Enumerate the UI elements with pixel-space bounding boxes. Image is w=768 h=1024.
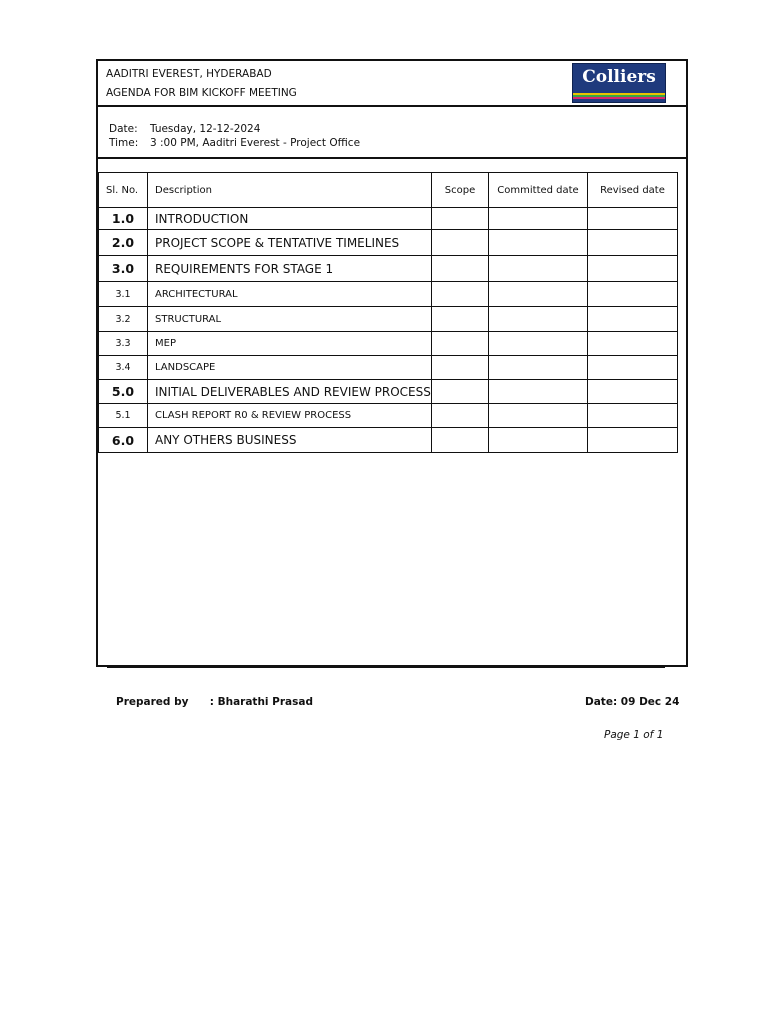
page-number: Page 1 of 1 <box>604 729 664 741</box>
committed-date-cell <box>489 230 588 256</box>
scope-cell <box>432 230 489 256</box>
agenda-row <box>99 256 678 282</box>
agenda-table <box>98 172 678 453</box>
bottom-rule <box>107 667 665 668</box>
revised-date-cell <box>588 332 678 356</box>
item-number: 1.0 <box>99 208 148 230</box>
agenda-row <box>99 404 678 428</box>
committed-date-cell <box>489 428 588 453</box>
logo-stripes <box>573 93 665 99</box>
scope-cell <box>432 208 489 230</box>
agenda-row <box>99 230 678 256</box>
time-value: 3 :00 PM, Aaditri Everest - Project Office <box>150 137 361 149</box>
prepared-value: : Bharathi Prasad <box>209 696 313 708</box>
committed-date-cell <box>489 380 588 404</box>
committed-date-cell <box>489 404 588 428</box>
col-header-revised-date: Revised date <box>588 173 678 208</box>
item-description: INTRODUCTION <box>148 208 432 230</box>
item-number: 6.0 <box>99 428 148 453</box>
time-label: Time: <box>109 137 139 149</box>
agenda-row <box>99 356 678 380</box>
item-description: MEP <box>148 332 432 356</box>
item-description: ANY OTHERS BUSINESS <box>148 428 432 453</box>
scope-cell <box>432 256 489 282</box>
revised-date-cell <box>588 256 678 282</box>
table-header-row <box>99 173 678 208</box>
meeting-details <box>98 107 686 159</box>
meeting-date <box>109 123 260 135</box>
col-header-sl-no: Sl. No. <box>99 173 148 208</box>
prepared-by <box>116 696 313 708</box>
revised-date-cell <box>588 356 678 380</box>
committed-date-cell <box>489 356 588 380</box>
item-number: 3.1 <box>99 282 148 307</box>
project-name: AADITRI EVEREST, HYDERABAD <box>106 68 272 80</box>
item-number: 3.2 <box>99 307 148 332</box>
logo-stripe-pink <box>573 97 665 99</box>
date-value: Tuesday, 12-12-2024 <box>150 123 261 135</box>
scope-cell <box>432 428 489 453</box>
committed-date-cell <box>489 332 588 356</box>
col-header-scope: Scope <box>432 173 489 208</box>
revised-date-cell <box>588 230 678 256</box>
revised-date-cell <box>588 208 678 230</box>
footer-date: Date: 09 Dec 24 <box>585 696 680 708</box>
item-number: 2.0 <box>99 230 148 256</box>
document-title: AGENDA FOR BIM KICKOFF MEETING <box>106 87 297 99</box>
revised-date-cell <box>588 404 678 428</box>
agenda-row <box>99 307 678 332</box>
scope-cell <box>432 282 489 307</box>
item-number: 5.1 <box>99 404 148 428</box>
item-number: 3.3 <box>99 332 148 356</box>
logo-wordmark: Colliers <box>582 67 656 87</box>
item-description: ARCHITECTURAL <box>148 282 432 307</box>
item-description: CLASH REPORT R0 & REVIEW PROCESS <box>148 404 432 428</box>
agenda-row <box>99 282 678 307</box>
item-description: INITIAL DELIVERABLES AND REVIEW PROCESS <box>148 380 432 404</box>
revised-date-cell <box>588 282 678 307</box>
item-description: REQUIREMENTS FOR STAGE 1 <box>148 256 432 282</box>
scope-cell <box>432 332 489 356</box>
committed-date-cell <box>489 208 588 230</box>
meeting-time <box>109 137 360 149</box>
agenda-row <box>99 332 678 356</box>
prepared-label: Prepared by <box>116 696 189 708</box>
agenda-row <box>99 208 678 230</box>
revised-date-cell <box>588 380 678 404</box>
agenda-row <box>99 428 678 453</box>
sheet-header <box>98 61 686 107</box>
revised-date-cell <box>588 428 678 453</box>
scope-cell <box>432 380 489 404</box>
item-description: STRUCTURAL <box>148 307 432 332</box>
item-number: 3.0 <box>99 256 148 282</box>
revised-date-cell <box>588 307 678 332</box>
col-header-description: Description <box>148 173 432 208</box>
item-description: LANDSCAPE <box>148 356 432 380</box>
colliers-logo <box>572 63 666 103</box>
committed-date-cell <box>489 282 588 307</box>
date-label: Date: <box>109 123 138 135</box>
committed-date-cell <box>489 256 588 282</box>
item-number: 5.0 <box>99 380 148 404</box>
item-description: PROJECT SCOPE & TENTATIVE TIMELINES <box>148 230 432 256</box>
scope-cell <box>432 356 489 380</box>
item-number: 3.4 <box>99 356 148 380</box>
scope-cell <box>432 307 489 332</box>
scope-cell <box>432 404 489 428</box>
committed-date-cell <box>489 307 588 332</box>
agenda-sheet <box>96 59 688 667</box>
agenda-row <box>99 380 678 404</box>
col-header-committed-date: Committed date <box>489 173 588 208</box>
